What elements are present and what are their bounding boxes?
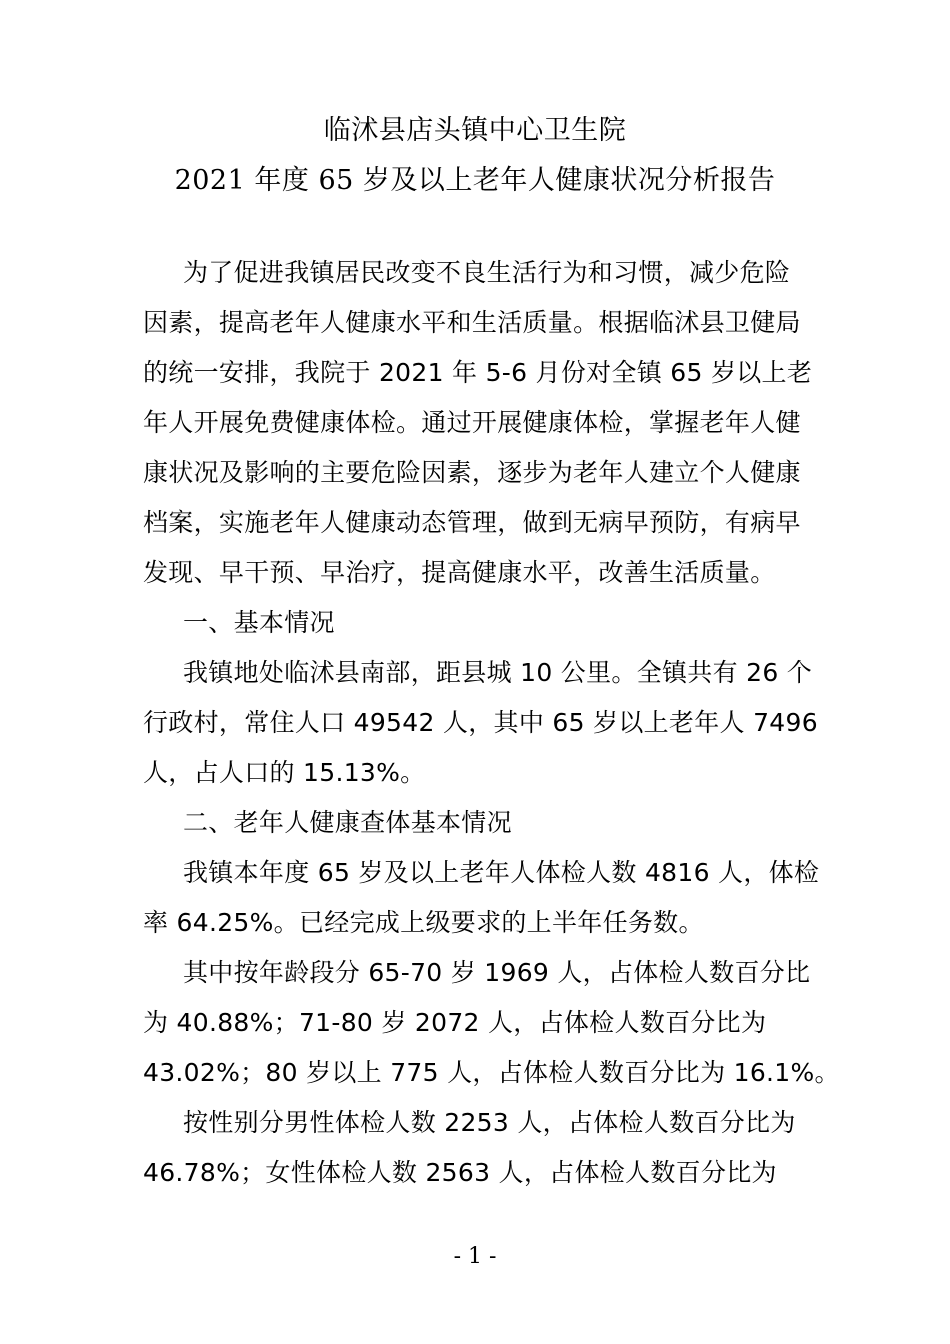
section-heading: 二、老年人健康查体基本情况 xyxy=(183,808,512,837)
text-line: 为 40.88%；71-80 岁 2072 人，占体检人数百分比为 xyxy=(143,1008,767,1037)
document-subtitle: 2021 年度 65 岁及以上老年人健康状况分析报告 xyxy=(174,165,776,196)
document-title: 临沭县店头镇中心卫生院 xyxy=(323,115,627,146)
paragraph-checkup-total xyxy=(143,848,820,948)
text-line: 为了促进我镇居民改变不良生活行为和习惯，减少危险 xyxy=(183,258,791,287)
paragraph-basic-info xyxy=(143,648,818,798)
text-line: 行政村，常住人口 49542 人，其中 65 岁以上老年人 7496 xyxy=(143,708,818,737)
text-line: 发现、早干预、早治疗，提高健康水平，改善生活质量。 xyxy=(143,558,776,587)
text-line: 43.02%；80 岁以上 775 人，占体检人数百分比为 16.1%。 xyxy=(143,1058,840,1087)
section-heading-basic xyxy=(143,598,813,648)
document-body xyxy=(143,248,840,1198)
section-heading: 一、基本情况 xyxy=(183,608,335,637)
text-line: 46.78%；女性体检人数 2563 人，占体检人数百分比为 xyxy=(143,1158,777,1187)
text-line: 的统一安排，我院于 2021 年 5-6 月份对全镇 65 岁以上老 xyxy=(143,358,813,387)
text-line: 年人开展免费健康体检。通过开展健康体检，掌握老年人健 xyxy=(143,408,801,437)
text-line: 档案，实施老年人健康动态管理，做到无病早预防，有病早 xyxy=(143,508,801,537)
paragraph-age-groups xyxy=(143,948,840,1098)
paragraph-intro xyxy=(143,248,813,598)
text-line: 其中按年龄段分 65-70 岁 1969 人，占体检人数百分比 xyxy=(183,958,811,987)
paragraph-gender xyxy=(143,1098,813,1198)
section-heading-checkup xyxy=(143,798,813,848)
text-line: 康状况及影响的主要危险因素，逐步为老年人建立个人健康 xyxy=(143,458,801,487)
text-line: 率 64.25%。已经完成上级要求的上半年任务数。 xyxy=(143,908,704,937)
text-line: 按性别分男性体检人数 2253 人，占体检人数百分比为 xyxy=(183,1108,796,1137)
page-number: - 1 - xyxy=(453,1244,497,1269)
text-line: 人，占人口的 15.13%。 xyxy=(143,758,426,787)
text-line: 因素，提高老年人健康水平和生活质量。根据临沭县卫健局 xyxy=(143,308,801,337)
text-line: 我镇本年度 65 岁及以上老年人体检人数 4816 人，体检 xyxy=(183,858,820,887)
text-line: 我镇地处临沭县南部，距县城 10 公里。全镇共有 26 个 xyxy=(183,658,813,687)
